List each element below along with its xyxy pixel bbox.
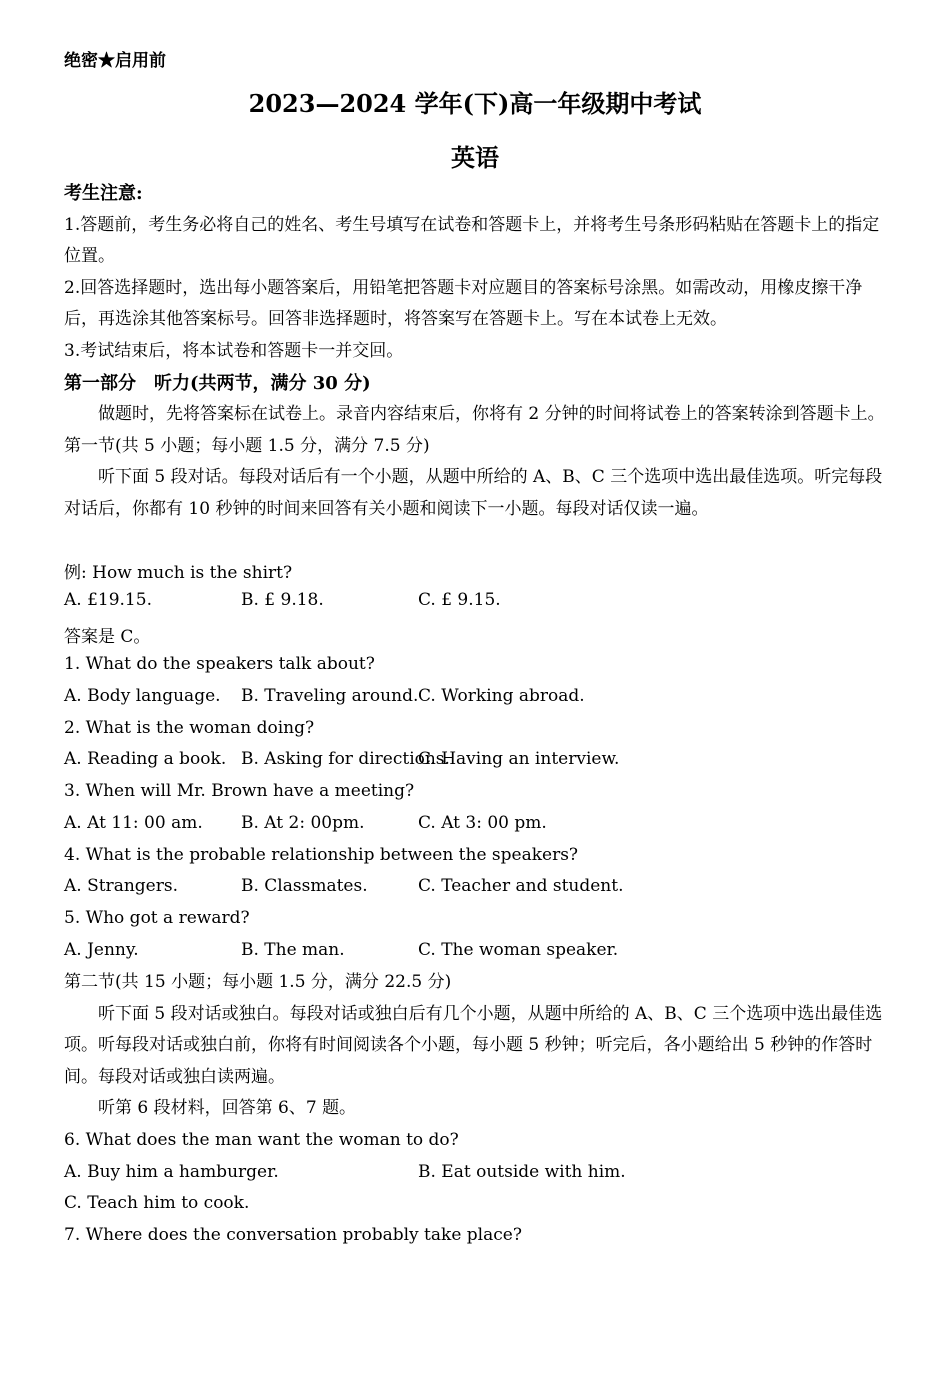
q3-option-a: A. At 11: 00 am. [64,813,203,833]
section2-heading: 第二节(共 15 小题；每小题 1.5 分，满分 22.5 分) [64,972,452,992]
question-6: 6. What does the man want the woman to do? [64,1130,459,1150]
q1-option-a: A. Body language. [64,686,221,706]
notice-item-2: 2.回答选择题时，选出每小题答案后，用铅笔把答题卡对应题目的答案标号涂黑。如需改动，用橡皮擦干净后，再选涂其他答案标号。回答非选择题时，将答案写在答题卡上。写在本试卷上无效。 [64,277,863,330]
section2 [64,967,890,1125]
q3-option-b: B. At 2: 00pm. [241,813,365,833]
section2-intro: 听下面 5 段对话或独白。每段对话或独白后有几个小题，从题中所给的 A、B、C 三个选项中选出最佳选项。听每段对话或独白前，你将有时间阅读各个小题，每小题 5 秒钟；听完后，各小题给出 5 秒钟的作答时间。每段对话或独白读两遍。 [64,1003,883,1087]
notice-item-3: 3.考试结束后，将本试卷和答题卡一并交回。 [64,340,404,361]
section1-intro: 听下面 5 段对话。每段对话后有一个小题，从题中所给的 A、B、C 三个选项中选出最佳选项。听完每段对话后，你都有 10 秒钟的时间来回答有关小题和阅读下一小题。每段对话仅读一遍。 [64,467,883,519]
example-option-a: A. £19.15. [64,590,152,610]
q2-option-c: C. Having an interview. [418,749,620,769]
q3-option-c: C. At 3: 00 pm. [418,813,547,833]
example-option-b: B. £ 9.18. [241,590,324,610]
question-1: 1. What do the speakers talk about? [64,654,375,674]
example-answer: 答案是 C。 [64,627,151,647]
q6-option-c: C. Teach him to cook. [64,1193,250,1213]
q2-option-b: B. Asking for directions. [241,749,450,769]
q1-option-b: B. Traveling around. [241,686,419,706]
q2-option-a: A. Reading a book. [64,749,227,769]
example-option-c: C. £ 9.15. [418,590,501,610]
example-question: 例: How much is the shirt? [64,563,293,583]
question-3: 3. When will Mr. Brown have a meeting? [64,781,415,801]
confidential-label: 绝密★启用前 [64,51,166,71]
part1-heading: 第一部分 听力(共两节，满分 30 分) [64,372,371,394]
question-5: 5. Who got a reward? [64,908,250,928]
q1-option-c: C. Working abroad. [418,686,585,706]
question-4: 4. What is the probable relationship between the speakers? [64,845,579,865]
q5-option-b: B. The man. [241,940,345,960]
q6-option-a: A. Buy him a hamburger. [64,1162,279,1182]
q4-option-b: B. Classmates. [241,876,368,896]
q5-option-c: C. The woman speaker. [418,940,619,960]
question-2: 2. What is the woman doing? [64,718,315,738]
notice-section [64,178,890,526]
notice-item-1: 1.答题前，考生务必将自己的姓名、考生号填写在试卷和答题卡上，并将考生号条形码粘贴在答题卡上的指定位置。 [64,214,880,267]
notice-heading: 考生注意: [64,183,143,204]
q4-option-a: A. Strangers. [64,876,178,896]
q4-option-c: C. Teacher and student. [418,876,624,896]
material-6-instruction: 听第 6 段材料，回答第 6、7 题。 [98,1098,357,1119]
part1-intro: 做题时，先将答案标在试卷上。录音内容结束后，你将有 2 分钟的时间将试卷上的答案转涂到答题卡上。 [98,404,885,425]
q5-option-a: A. Jenny. [64,940,139,960]
q6-option-b: B. Eat outside with him. [418,1162,626,1182]
question-7: 7. Where does the conversation probably take place? [64,1225,522,1245]
exam-subject: 英语 [451,143,499,172]
exam-title: 2023—2024 学年(下)高一年级期中考试 [248,89,702,118]
section1-heading: 第一节(共 5 小题；每小题 1.5 分，满分 7.5 分) [64,435,430,456]
